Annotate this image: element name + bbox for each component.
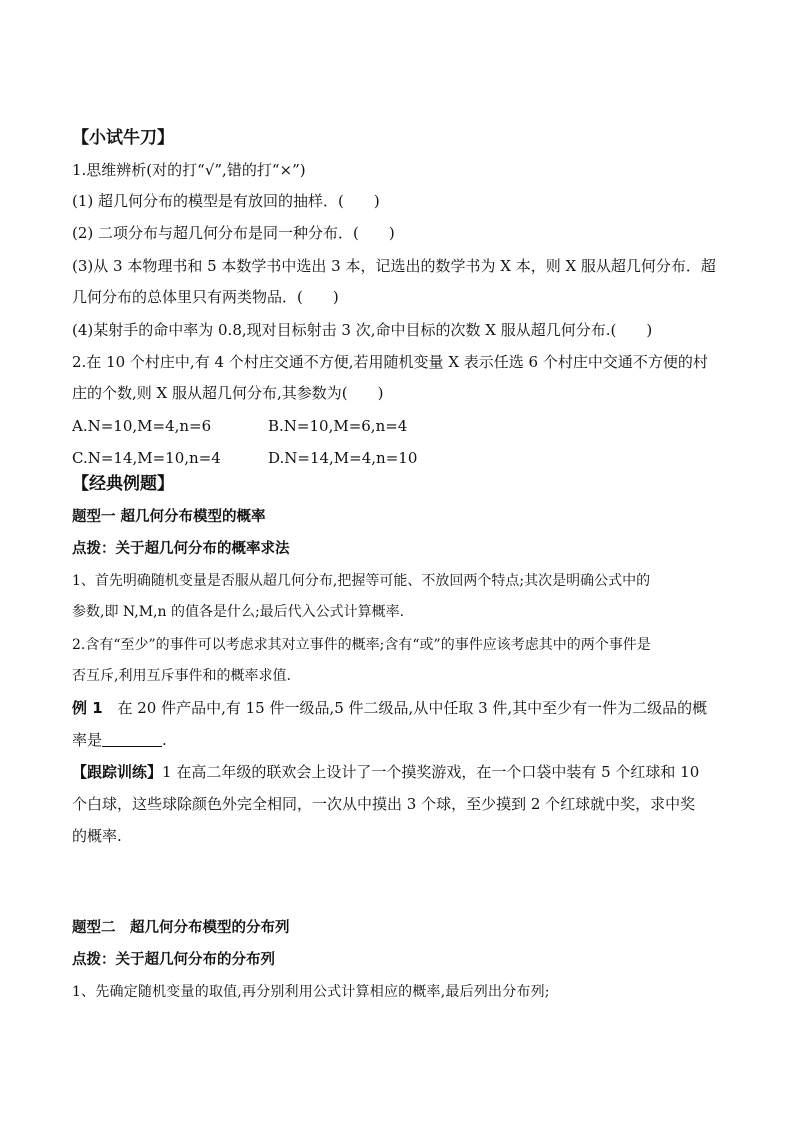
example1-prefix: 率是 <box>72 731 103 749</box>
type2-tip-title: 点拨：关于超几何分布的分布列 <box>72 952 275 968</box>
example1-line2 <box>72 730 167 750</box>
option-c: C.N=14,M=10,n=4 <box>72 449 221 467</box>
option-a: A.N=10,M=4,n=6 <box>72 417 212 435</box>
type1-tip2-line1: 2.含有“至少”的事件可以考虑求其对立事件的概率;含有“或”的事件应该考虑其中的两个事件是 <box>72 637 651 653</box>
type1-tip2-line2: 否互斥,利用互斥事件和的概率求值. <box>72 668 291 684</box>
type1-tip-title: 点拨：关于超几何分布的概率求法 <box>72 541 290 557</box>
follow-up-label: 【跟踪训练】 <box>72 763 163 781</box>
example1-text: 在 20 件产品中,有 15 件一级品,5 件二级品,从中任取 3 件,其中至少有一件为二级品的概 <box>117 699 708 717</box>
q2-options-row-1 <box>72 416 211 436</box>
q1-item-3: (3)从 3 本物理书和 5 本数学书中选出 3 本，记选出的数学书为 X 本，则 X 服从超几何分布．超 <box>72 257 716 275</box>
option-d: D.N=14,M=4,n=10 <box>268 449 418 467</box>
q1-intro: 1.思维辨析(对的打“√”,错的打“×”) <box>72 161 306 179</box>
q2-options-row-2 <box>72 448 221 468</box>
follow-up-line3: 的概率. <box>72 827 122 845</box>
q1-item-1: (1) 超几何分布的模型是有放回的抽样．( ) <box>72 192 380 210</box>
type1-title: 题型一 超几何分布模型的概率 <box>72 509 266 525</box>
example1-label: 例 1 <box>72 699 103 717</box>
practice-section-title: 【小试牛刀】 <box>72 128 174 148</box>
q2-line-1: 2.在 10 个村庄中,有 4 个村庄交通不方便,若用随机变量 X 表示任选 6 个村庄中交通不方便的村 <box>72 353 708 371</box>
q1-item-4: (4)某射手的命中率为 0.8,现对目标射击 3 次,命中目标的次数 X 服从超几何分布.( ) <box>72 321 653 339</box>
q2-line-2: 庄的个数,则 X 服从超几何分布,其参数为( ) <box>72 384 384 402</box>
type2-title: 题型二 超几何分布模型的分布列 <box>72 920 290 936</box>
option-b: B.N=10,M=6,n=4 <box>268 417 408 435</box>
q1-item-3-cont: 几何分布的总体里只有两类物品．( ) <box>72 288 339 306</box>
example1-suffix: . <box>162 731 167 749</box>
follow-up-text: 1 在高二年级的联欢会上设计了一个摸奖游戏，在一个口袋中装有 5 个红球和 10 <box>162 763 700 781</box>
examples-section-title: 【经典例题】 <box>72 474 174 494</box>
follow-up-line2: 个白球，这些球除颜色外完全相同，一次从中摸出 3 个球，至少摸到 2 个红球就中奖，求中奖 <box>72 795 696 813</box>
type2-tip1-line1: 1、先确定随机变量的取值,再分别利用公式计算相应的概率,最后列出分布列; <box>72 984 550 1000</box>
example1-line1 <box>72 698 707 718</box>
type1-tip1-line1: 1、首先明确随机变量是否服从超几何分布,把握等可能、不放回两个特点;其次是明确公式中的 <box>72 573 651 589</box>
q1-item-2: (2) 二项分布与超几何分布是同一种分布．( ) <box>72 224 395 242</box>
follow-up-line1 <box>72 762 699 782</box>
answer-blank[interactable] <box>102 732 162 747</box>
type1-tip1-line2: 参数,即 N,M,n 的值各是什么;最后代入公式计算概率. <box>72 604 405 620</box>
